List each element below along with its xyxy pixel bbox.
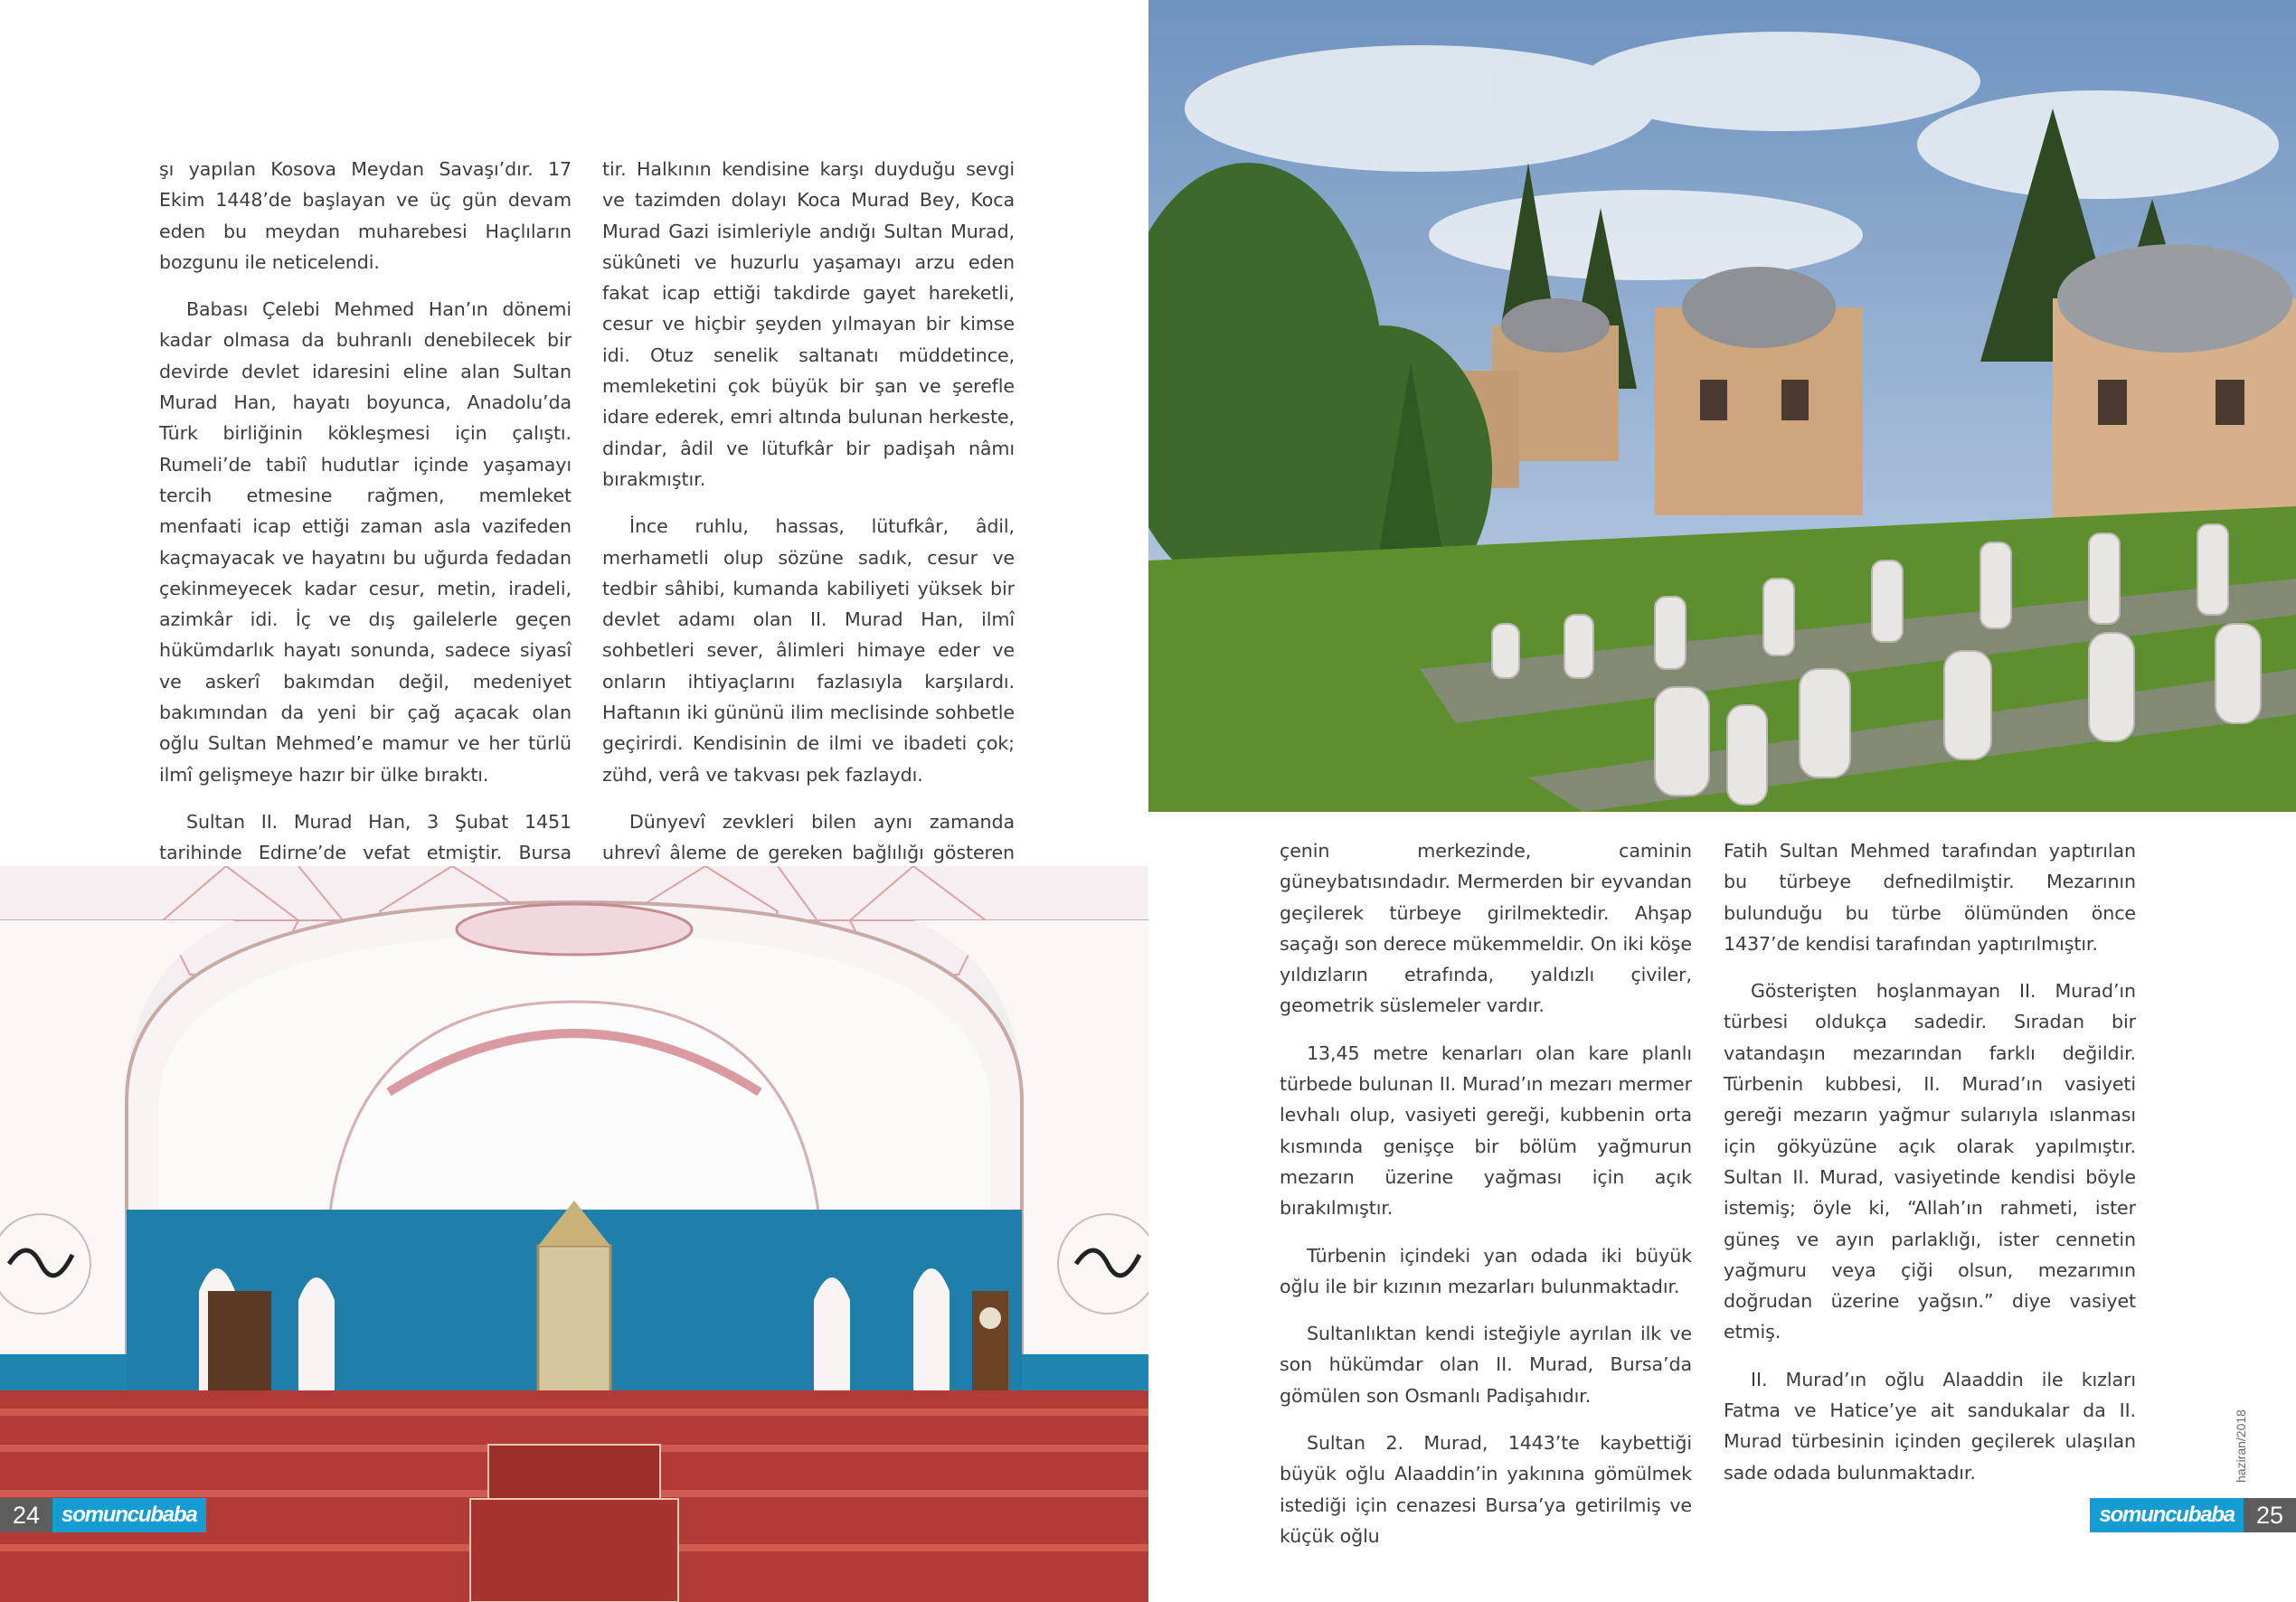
paragraph: 13,45 metre kenarları olan kare planlı türbede bulunan II. Murad’ın mezarı mermer levhalı olup, vasiyeti gereği, kubbenin orta kısmında genişçe bir bölüm yağmurun mezarın üzerine yağması için açık bırakılmıştır.: [1280, 1041, 1692, 1220]
paragraph: Sultanlıktan kendi isteğiyle ayrılan ilk ve son hükümdar olan II. Murad, Bursa’da gömülen son Osmanlı Padişahıdır.: [1280, 1323, 1692, 1407]
paragraph: Sultan 2. Murad, 1443’te kaybettiği büyük oğlu Alaaddin’in yakınına gömülmek istediği için cenazesi Bursa’ya getirilmiş ve küçük oğlu: [1280, 1432, 1692, 1547]
paragraph: İnce ruhlu, hassas, lütufkâr, âdil, merhametli olup sözüne sadık, cesur ve tedbir sâhibi, kumanda kabiliyeti yüksek bir devlet adamı olan II. Murad Han, ilmî sohbetleri sever, âlimleri himaye eder ve onların ihtiyaçlarını fazlasıyla karşılardı. Haftanın iki gününü ilim meclisinde sohbetle geçirirdi. Kendisinin de ilmi ve ibadeti çok; zühd, verâ ve takvası pek fazlaydı.: [602, 515, 1015, 786]
paragraph: Gösterişten hoşlanmayan II. Murad’ın türbesi oldukça sadedir. Sıradan bir vatandaşın mezarından farklı değildir. Türbenin kubbesi, II. Murad’ın vasiyeti gereği mezarın yağmur sularıyla ıslanması için gökyüzüne açık olarak yapılmıştır. Sultan II. Murad, vasiyetinde kendisi böyle istemiş; öyle ki, “Allah’ın rahmeti, ister güneş ve ayın parlaklığı, ister cennetin yağmuru veya çiği olsun, mezarımın doğrudan üzerine yağsın.” diye vasiyet etmiş.: [1724, 980, 2136, 1343]
muradiye-tombs-illustration: [1148, 0, 2296, 812]
brand-logo-right: somuncubaba: [2090, 1498, 2244, 1532]
paragraph: çenin merkezinde, caminin güneybatısındadır. Mermerden bir eyvandan geçilerek türbeye girilmektedir. Ahşap saçağı son derece mükemmeldir. On iki köşe yıldızların etrafında, yaldızlı çiviler, geometrik süslemeler vardır.: [1280, 840, 1692, 1017]
paragraph: şı yapılan Kosova Meydan Savaşı’dır. 17 Ekim 1448’de başlayan ve üç gün devam eden bu meydan muharebesi Haçlıların bozgunu ile neticelendi.: [159, 158, 572, 273]
paragraph: Sultan II. Murad Han, 3 Şubat 1451 tarihinde Edirne’de vefat etmiştir. Bursa: [159, 810, 572, 864]
left-page-column-1: [159, 154, 572, 930]
left-page-footer: [0, 1498, 206, 1532]
tomb-interior-illustration: [0, 866, 1148, 1602]
paragraph: Türbenin içindeki yan odada iki büyük oğlu ile bir kızının mezarları bulunmaktadır.: [1280, 1244, 1692, 1297]
page-number-right: 25: [2244, 1498, 2296, 1532]
paragraph: Dünyevî zevkleri bilen aynı zamanda uhrevî âleme de gereken bağlılığı gösteren: [602, 810, 1015, 864]
page-number-left: 24: [0, 1498, 52, 1532]
right-page-column-2: [1724, 835, 2136, 1488]
tomb-interior-photo: [0, 866, 1148, 1602]
paragraph: Babası Çelebi Mehmed Han’ın dönemi kadar olmasa da buhranlı denebilecek bir devirde devlet idaresini eline alan Sultan Murad Han, hayatı boyunca, Anadolu’da Türk birliğinin kökleşmesi için çalıştı. Rumeli’de tabiî hudutlar içinde yaşamayı tercih etmesine rağmen, memleket menfaati icap ettiği zaman asla vazifeden kaçmayacak ve hayatını bu uğurda fedadan çekinmeyecek kadar cesur, metin, iradeli, azimkâr idi. İç ve dış gailelerle geçen hükümdarlık hayatı sonunda, sadece siyasî ve askerî bakımdan değil, medeniyet bakımından da yeni bir çağ açacak olan oğlu Sultan Mehmed’e mamur ve her türlü ilmî gelişmeye hazır bir ülke bıraktı.: [159, 298, 572, 786]
paragraph: II. Murad’ın oğlu Alaaddin ile kızları Fatma ve Hatice’ye ait sandukalar da II. Murad türbesinin içinden geçilerek ulaşılan sade odada bulunmaktadır.: [1724, 1368, 2136, 1484]
paragraph: tir. Halkının kendisine karşı duyduğu sevgi ve tazimden dolayı Koca Murad Bey, Koca Murad Gazi isimleriyle andığı Sultan Murad, sükûneti ve huzurlu yaşamayı arzu eden fakat icap ettiği takdirde gayet hareketli, cesur ve hiçbir şeyden yılmayan bir kimse idi. Otuz senelik saltanatı müddetince, memleketini çok büyük bir şan ve şerefle idare ederek, emri altında bulunan herkeste, dindar, âdil ve lütufkâr bir padişah nâmı bırakmıştır.: [602, 158, 1015, 490]
brand-logo-left: somuncubaba: [52, 1498, 206, 1532]
issue-date: haziran/2018: [2234, 1409, 2248, 1483]
muradiye-tombs-photo: [1148, 0, 2296, 812]
right-page-column-1: [1280, 835, 1692, 1551]
right-page-footer: [2090, 1498, 2296, 1532]
paragraph: Fatih Sultan Mehmed tarafından yaptırılan bu türbeye defnedilmiştir. Mezarının bulunduğu bu türbe ölümünden önce 1437’de kendisi tarafından yaptırılmıştır.: [1724, 840, 2136, 955]
left-page-column-2: [602, 154, 1015, 930]
